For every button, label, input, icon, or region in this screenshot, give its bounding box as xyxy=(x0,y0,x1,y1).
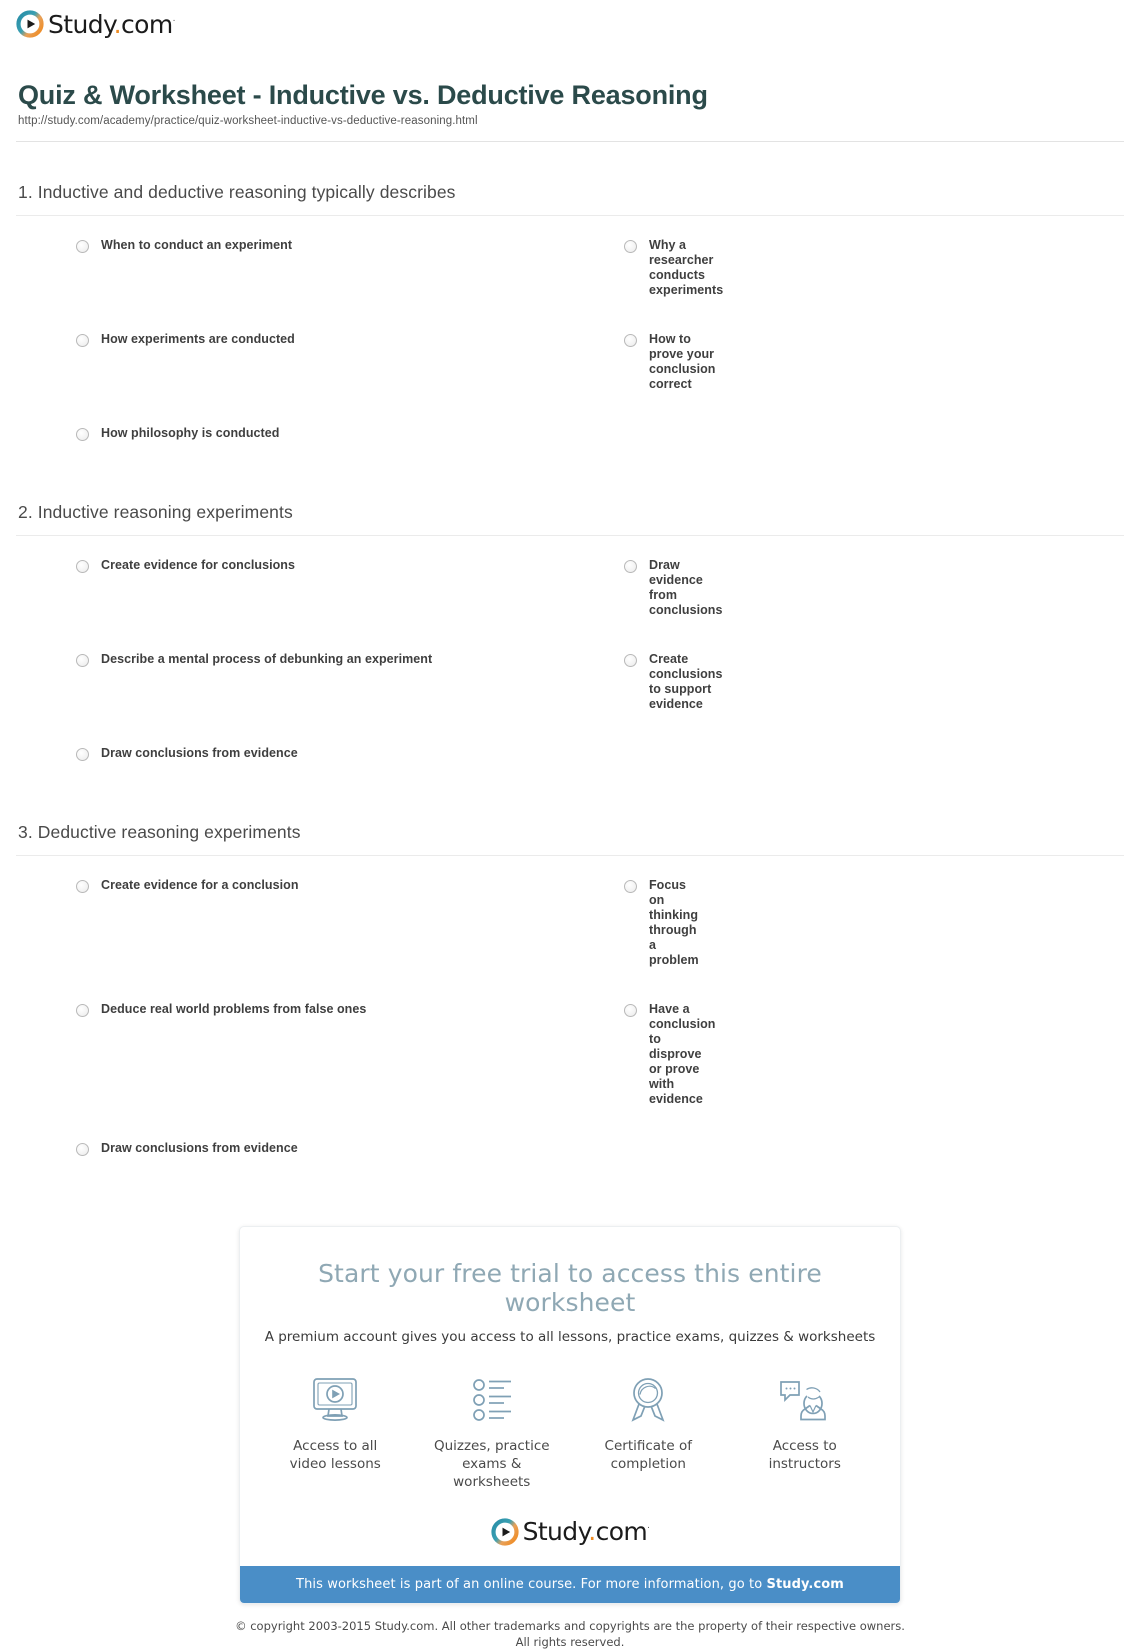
radio-button-icon[interactable] xyxy=(76,1143,89,1156)
checklist-icon xyxy=(466,1371,518,1429)
radio-button-icon[interactable] xyxy=(624,1004,637,1017)
option-label: Create evidence for a conclusion xyxy=(101,878,299,893)
study-com-logo-footer[interactable] xyxy=(491,1518,650,1546)
option-label: When to conduct an experiment xyxy=(101,238,293,253)
options-grid xyxy=(16,856,1124,1190)
option-row[interactable] xyxy=(16,746,570,795)
option-row[interactable] xyxy=(70,558,723,652)
logo-word-tld: com xyxy=(595,1517,648,1547)
page-title: Quiz & Worksheet - Inductive vs. Deductive Reasoning xyxy=(18,80,708,110)
option-label: How experiments are conducted xyxy=(101,332,295,347)
question-block xyxy=(16,808,1124,1190)
logo-trademark: · xyxy=(647,1523,650,1534)
banner-text: This worksheet is part of an online course. For more information, go to xyxy=(296,1576,767,1592)
banner-link[interactable]: Study.com xyxy=(766,1576,844,1592)
option-row[interactable] xyxy=(70,332,716,426)
logo-word-main: Study xyxy=(522,1517,589,1547)
option-row[interactable] xyxy=(70,878,699,1002)
options-grid xyxy=(16,536,1124,795)
copyright-line-1: © copyright 2003-2015 Study.com. All other trademarks and copyrights are the property of their respective owners. xyxy=(235,1618,905,1633)
promo-section xyxy=(16,1226,1124,1604)
page-url: http://study.com/academy/practice/quiz-worksheet-inductive-vs-deductive-reasoning.html xyxy=(18,115,478,128)
option-label: Deduce real world problems from false ones xyxy=(101,1002,367,1017)
feature-label-line2: exams & worksheets xyxy=(453,1456,531,1491)
option-label: Why a researcher conducts experiments xyxy=(649,238,724,298)
feature-item xyxy=(425,1371,560,1492)
feature-label xyxy=(605,1437,692,1473)
logo-word-tld: com xyxy=(120,9,173,39)
radio-button-icon[interactable] xyxy=(76,748,89,761)
option-label: How to prove your conclusion correct xyxy=(649,332,716,392)
logo-wordmark xyxy=(48,9,175,39)
logo-word-main: Study xyxy=(48,9,114,39)
option-label: Describe a mental process of debunking an experiment xyxy=(101,652,433,667)
feature-label-line1: Quizzes, practice xyxy=(433,1438,550,1455)
feature-item xyxy=(581,1371,716,1492)
option-row[interactable] xyxy=(70,1002,716,1141)
radio-button-icon[interactable] xyxy=(624,240,637,253)
instructor-chat-icon xyxy=(777,1371,833,1429)
options-grid xyxy=(16,216,1124,475)
feature-label-line2: video lessons xyxy=(289,1456,381,1473)
feature-label-line2: completion xyxy=(610,1456,686,1473)
header-brand-bar xyxy=(16,0,1124,42)
question-block xyxy=(16,168,1124,475)
radio-button-icon[interactable] xyxy=(76,428,89,441)
question-block xyxy=(16,488,1124,795)
option-row[interactable] xyxy=(70,238,724,332)
question-title: 1. Inductive and deductive reasoning typically describes xyxy=(16,168,1124,216)
study-com-logo[interactable] xyxy=(16,10,175,38)
award-ribbon-icon xyxy=(622,1371,674,1429)
copyright-line-2: All rights reserved. xyxy=(515,1635,625,1650)
logo-word-dot: . xyxy=(113,9,121,39)
option-row[interactable] xyxy=(16,1141,570,1190)
promo-logo[interactable] xyxy=(240,1492,900,1566)
option-label: Draw conclusions from evidence xyxy=(101,1141,298,1156)
question-title: 2. Inductive reasoning experiments xyxy=(16,488,1124,536)
course-banner[interactable] xyxy=(240,1566,900,1603)
option-label: How philosophy is conducted xyxy=(101,426,280,441)
feature-label xyxy=(290,1437,381,1473)
logo-wordmark xyxy=(522,1517,650,1547)
feature-label-line1: Access to xyxy=(772,1438,837,1455)
feature-label-line1: Certificate of xyxy=(604,1438,692,1455)
option-label: Create evidence for conclusions xyxy=(101,558,295,573)
option-label: Draw evidence from conclusions xyxy=(649,558,723,618)
option-row[interactable] xyxy=(70,652,723,746)
option-label: Have a conclusion to disprove or prove with evidence xyxy=(649,1002,716,1107)
title-block xyxy=(16,42,1124,127)
feature-label-line1: Access to all xyxy=(293,1438,378,1455)
free-trial-card xyxy=(239,1226,901,1604)
play-circle-icon xyxy=(16,10,44,38)
option-label: Create conclusions to support evidence xyxy=(649,652,723,712)
feature-label-line2: instructors xyxy=(768,1456,841,1473)
radio-button-icon[interactable] xyxy=(624,560,637,573)
option-row[interactable] xyxy=(16,426,570,475)
monitor-play-icon xyxy=(309,1371,361,1429)
play-circle-icon xyxy=(491,1518,519,1546)
promo-headline: Start your free trial to access this entire worksheet xyxy=(318,1259,822,1318)
radio-button-icon[interactable] xyxy=(624,334,637,347)
copyright-footer xyxy=(16,1604,1124,1651)
radio-button-icon[interactable] xyxy=(624,654,637,667)
promo-features xyxy=(240,1345,900,1492)
logo-trademark: · xyxy=(172,16,175,27)
feature-label xyxy=(769,1437,841,1473)
question-title: 3. Deductive reasoning experiments xyxy=(16,808,1124,856)
promo-subhead: A premium account gives you access to all lessons, practice exams, quizzes & worksheets xyxy=(264,1329,876,1346)
feature-item xyxy=(268,1371,403,1492)
option-label: Draw conclusions from evidence xyxy=(101,746,298,761)
questions-list xyxy=(16,142,1124,1190)
logo-word-dot: . xyxy=(588,1517,596,1547)
option-label: Focus on thinking through a problem xyxy=(649,878,699,968)
feature-label xyxy=(425,1437,560,1492)
feature-item xyxy=(738,1371,873,1492)
radio-button-icon[interactable] xyxy=(624,880,637,893)
